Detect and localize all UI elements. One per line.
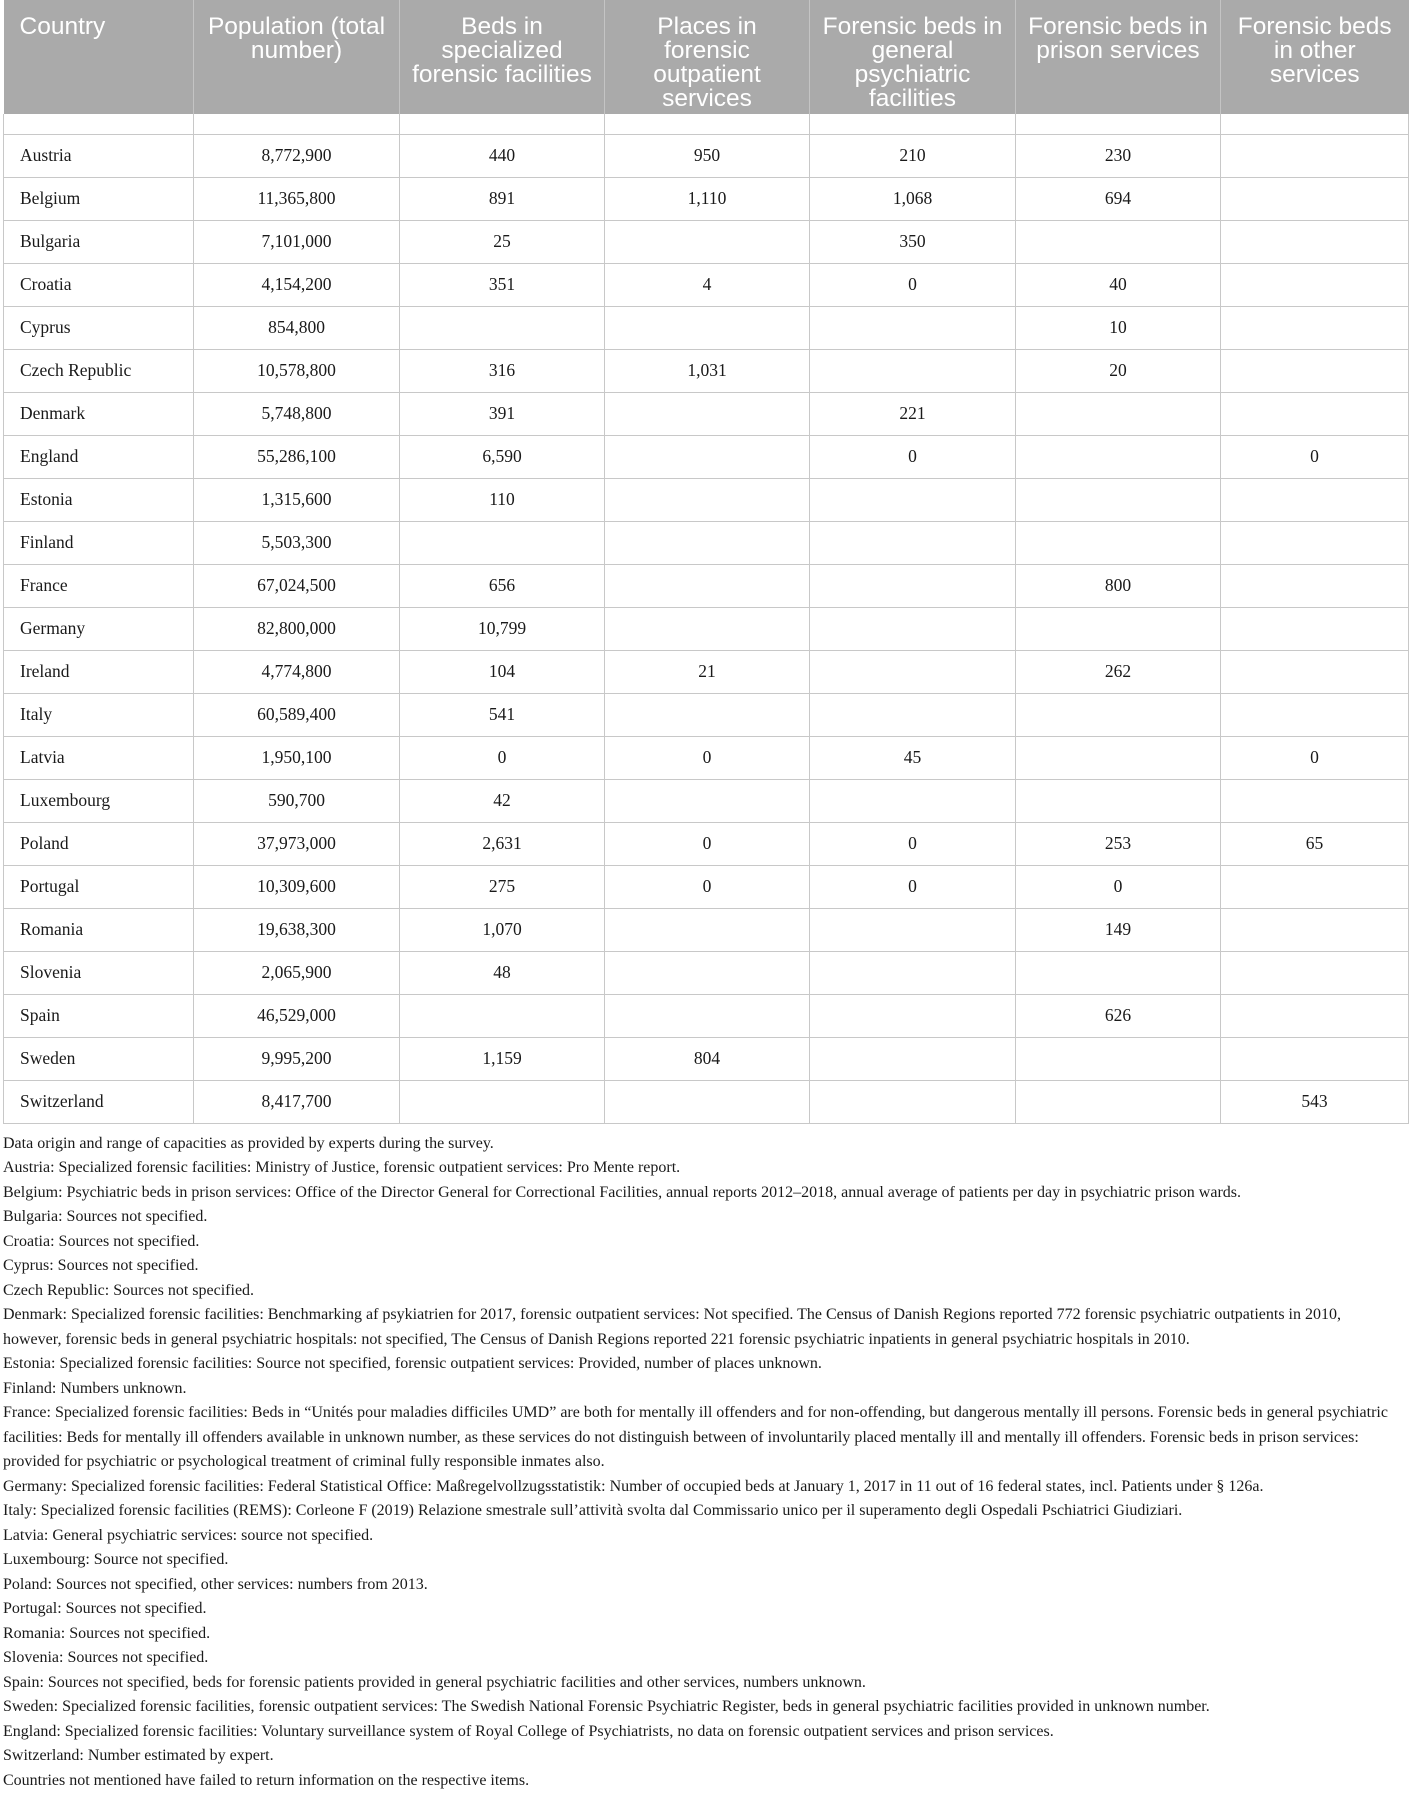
cell-general-psychiatric-beds: [810, 478, 1016, 521]
header-outpatient-places: Places in forensic outpatient services: [605, 0, 810, 114]
cell-population: 2,065,900: [194, 951, 400, 994]
cell-specialized-beds: 275: [400, 865, 605, 908]
cell-other-beds: [1221, 478, 1409, 521]
cell-general-psychiatric-beds: [810, 650, 1016, 693]
cell-other-beds: [1221, 865, 1409, 908]
cell-country: Croatia: [4, 263, 194, 306]
cell-outpatient-places: [605, 908, 810, 951]
cell-specialized-beds: 25: [400, 220, 605, 263]
footnote: Latvia: General psychiatric services: source not specified.: [3, 1524, 1402, 1549]
cell-general-psychiatric-beds: [810, 1080, 1016, 1123]
cell-outpatient-places: [605, 478, 810, 521]
footnote: Sweden: Specialized forensic facilities, forensic outpatient services: The Swedish National Forensic Psychiatric Register, beds in general psychiatric facilities provided in unknown number.: [3, 1695, 1402, 1720]
cell-other-beds: 65: [1221, 822, 1409, 865]
table-body: [4, 114, 1409, 1123]
cell-other-beds: [1221, 908, 1409, 951]
cell-population: 4,774,800: [194, 650, 400, 693]
header-prison-beds: Forensic beds in prison services: [1016, 0, 1221, 114]
cell-specialized-beds: 0: [400, 736, 605, 779]
header-general-psychiatric-beds: Forensic beds in general psychiatric facilities: [810, 0, 1016, 114]
cell-country: Romania: [4, 908, 194, 951]
footnote: Italy: Specialized forensic facilities (REMS): Corleone F (2019) Relazione smestrale sull’attività svolta dal Commissario unico per il superamento degli Ospedali Pschiatrici Giudiziari.: [3, 1499, 1402, 1524]
cell-country: Ireland: [4, 650, 194, 693]
cell-population: 8,772,900: [194, 134, 400, 177]
cell-other-beds: [1221, 220, 1409, 263]
cell-country: Bulgaria: [4, 220, 194, 263]
table-row: [4, 306, 1409, 349]
table-row: [4, 779, 1409, 822]
forensic-capacity-table: [3, 0, 1409, 1124]
cell-country: Czech Republic: [4, 349, 194, 392]
cell-general-psychiatric-beds: 210: [810, 134, 1016, 177]
cell-country: Spain: [4, 994, 194, 1037]
cell-other-beds: [1221, 306, 1409, 349]
cell-country: Austria: [4, 134, 194, 177]
cell-prison-beds: [1016, 478, 1221, 521]
table-footnotes: [3, 1132, 1408, 1793]
table-row: [4, 564, 1409, 607]
footnote: Luxembourg: Source not specified.: [3, 1548, 1402, 1573]
cell-prison-beds: [1016, 392, 1221, 435]
cell-country: Italy: [4, 693, 194, 736]
cell-country: Luxembourg: [4, 779, 194, 822]
cell-general-psychiatric-beds: [810, 306, 1016, 349]
cell-outpatient-places: [605, 564, 810, 607]
cell-general-psychiatric-beds: 221: [810, 392, 1016, 435]
cell-other-beds: [1221, 650, 1409, 693]
cell-population: 5,748,800: [194, 392, 400, 435]
cell-population: 8,417,700: [194, 1080, 400, 1123]
cell-specialized-beds: 1,159: [400, 1037, 605, 1080]
cell-specialized-beds: 10,799: [400, 607, 605, 650]
cell-specialized-beds: [400, 1080, 605, 1123]
cell-population: 10,578,800: [194, 349, 400, 392]
cell-prison-beds: 40: [1016, 263, 1221, 306]
cell-prison-beds: [1016, 435, 1221, 478]
cell-general-psychiatric-beds: 0: [810, 435, 1016, 478]
cell-other-beds: [1221, 349, 1409, 392]
cell-other-beds: [1221, 779, 1409, 822]
cell-specialized-beds: 656: [400, 564, 605, 607]
cell-prison-beds: [1016, 1080, 1221, 1123]
cell-country: England: [4, 435, 194, 478]
footnote: Bulgaria: Sources not specified.: [3, 1205, 1402, 1230]
cell-outpatient-places: [605, 521, 810, 564]
cell-specialized-beds: 48: [400, 951, 605, 994]
cell-outpatient-places: [605, 306, 810, 349]
cell-prison-beds: [1016, 607, 1221, 650]
cell-prison-beds: 0: [1016, 865, 1221, 908]
cell-general-psychiatric-beds: [810, 607, 1016, 650]
cell-specialized-beds: [400, 306, 605, 349]
cell-outpatient-places: [605, 693, 810, 736]
cell-general-psychiatric-beds: 0: [810, 865, 1016, 908]
cell-other-beds: [1221, 994, 1409, 1037]
cell-country: Portugal: [4, 865, 194, 908]
cell-other-beds: 0: [1221, 435, 1409, 478]
cell-other-beds: 543: [1221, 1080, 1409, 1123]
table-row: [4, 1080, 1409, 1123]
header-population: Population (total number): [194, 0, 400, 114]
cell-population: 7,101,000: [194, 220, 400, 263]
cell-population: 5,503,300: [194, 521, 400, 564]
cell-specialized-beds: 316: [400, 349, 605, 392]
footnote: Spain: Sources not specified, beds for forensic patients provided in general psychiatric facilities and other services, numbers unknown.: [3, 1671, 1402, 1696]
header-other-beds: Forensic beds in other services: [1221, 0, 1409, 114]
cell-outpatient-places: 950: [605, 134, 810, 177]
footnote: Denmark: Specialized forensic facilities: Benchmarking af psykiatrien for 2017, forensic outpatient services: Not specified. The Census of Danish Regions reported 772 forensic psychiatric outpatients in 2010, however, forensic beds in general psychiatric hospitals: not specified, The Census of Danish Regions reported 221 forensic psychiatric inpatients in general psychiatric hospitals in 2010.: [3, 1303, 1402, 1352]
table-row: [4, 951, 1409, 994]
table-row: [4, 693, 1409, 736]
cell-prison-beds: 253: [1016, 822, 1221, 865]
cell-population: 82,800,000: [194, 607, 400, 650]
footnote: Belgium: Psychiatric beds in prison services: Office of the Director General for Correctional Facilities, annual reports 2012–2018, annual average of patients per day in psychiatric prison wards.: [3, 1181, 1402, 1206]
table-row: [4, 908, 1409, 951]
cell-general-psychiatric-beds: [810, 994, 1016, 1037]
table-row: [4, 435, 1409, 478]
cell-specialized-beds: 440: [400, 134, 605, 177]
spacer-row: [4, 114, 1409, 134]
table-row: [4, 650, 1409, 693]
cell-prison-beds: 149: [1016, 908, 1221, 951]
footnote: Countries not mentioned have failed to return information on the respective items.: [3, 1769, 1402, 1793]
cell-other-beds: [1221, 1037, 1409, 1080]
cell-outpatient-places: [605, 779, 810, 822]
cell-country: Latvia: [4, 736, 194, 779]
cell-prison-beds: [1016, 1037, 1221, 1080]
cell-specialized-beds: 2,631: [400, 822, 605, 865]
cell-specialized-beds: [400, 521, 605, 564]
header-specialized-beds: Beds in specialized forensic facilities: [400, 0, 605, 114]
cell-population: 590,700: [194, 779, 400, 822]
cell-other-beds: 0: [1221, 736, 1409, 779]
footnote: Cyprus: Sources not specified.: [3, 1254, 1402, 1279]
cell-specialized-beds: 1,070: [400, 908, 605, 951]
cell-prison-beds: 694: [1016, 177, 1221, 220]
cell-general-psychiatric-beds: [810, 951, 1016, 994]
cell-general-psychiatric-beds: [810, 349, 1016, 392]
cell-population: 67,024,500: [194, 564, 400, 607]
table-row: [4, 521, 1409, 564]
cell-prison-beds: 800: [1016, 564, 1221, 607]
cell-prison-beds: 20: [1016, 349, 1221, 392]
cell-outpatient-places: 21: [605, 650, 810, 693]
cell-outpatient-places: 4: [605, 263, 810, 306]
cell-outpatient-places: [605, 607, 810, 650]
cell-outpatient-places: [605, 1080, 810, 1123]
cell-country: Denmark: [4, 392, 194, 435]
cell-specialized-beds: 891: [400, 177, 605, 220]
cell-outpatient-places: [605, 392, 810, 435]
cell-country: Germany: [4, 607, 194, 650]
cell-general-psychiatric-beds: [810, 1037, 1016, 1080]
cell-population: 9,995,200: [194, 1037, 400, 1080]
cell-other-beds: [1221, 693, 1409, 736]
cell-outpatient-places: 1,031: [605, 349, 810, 392]
cell-prison-beds: [1016, 736, 1221, 779]
table-row: [4, 177, 1409, 220]
header-country: Country: [4, 0, 194, 114]
cell-outpatient-places: 804: [605, 1037, 810, 1080]
cell-specialized-beds: [400, 994, 605, 1037]
cell-general-psychiatric-beds: 0: [810, 822, 1016, 865]
cell-prison-beds: [1016, 521, 1221, 564]
cell-population: 11,365,800: [194, 177, 400, 220]
cell-population: 10,309,600: [194, 865, 400, 908]
footnote: Czech Republic: Sources not specified.: [3, 1279, 1402, 1304]
cell-specialized-beds: 110: [400, 478, 605, 521]
footnote: Croatia: Sources not specified.: [3, 1230, 1402, 1255]
cell-general-psychiatric-beds: 0: [810, 263, 1016, 306]
cell-other-beds: [1221, 951, 1409, 994]
table-header: [4, 0, 1409, 114]
footnote: Portugal: Sources not specified.: [3, 1597, 1402, 1622]
table-row: [4, 865, 1409, 908]
table-row: [4, 1037, 1409, 1080]
cell-country: Slovenia: [4, 951, 194, 994]
cell-country: France: [4, 564, 194, 607]
footnote: Estonia: Specialized forensic facilities: Source not specified, forensic outpatient services: Provided, number of places unknown.: [3, 1352, 1402, 1377]
document-page: [3, 0, 1408, 1793]
table-row: [4, 994, 1409, 1037]
table-row: [4, 134, 1409, 177]
cell-outpatient-places: 0: [605, 736, 810, 779]
cell-population: 60,589,400: [194, 693, 400, 736]
cell-prison-beds: 10: [1016, 306, 1221, 349]
cell-population: 19,638,300: [194, 908, 400, 951]
cell-other-beds: [1221, 134, 1409, 177]
cell-outpatient-places: [605, 435, 810, 478]
cell-prison-beds: 262: [1016, 650, 1221, 693]
cell-general-psychiatric-beds: 350: [810, 220, 1016, 263]
cell-population: 55,286,100: [194, 435, 400, 478]
table-row: [4, 478, 1409, 521]
cell-other-beds: [1221, 607, 1409, 650]
table-row: [4, 263, 1409, 306]
cell-general-psychiatric-beds: [810, 521, 1016, 564]
table-row: [4, 736, 1409, 779]
table-row: [4, 607, 1409, 650]
cell-country: Switzerland: [4, 1080, 194, 1123]
cell-population: 854,800: [194, 306, 400, 349]
cell-country: Poland: [4, 822, 194, 865]
cell-other-beds: [1221, 263, 1409, 306]
cell-outpatient-places: [605, 220, 810, 263]
cell-specialized-beds: 6,590: [400, 435, 605, 478]
footnote: Switzerland: Number estimated by expert.: [3, 1744, 1402, 1769]
cell-country: Sweden: [4, 1037, 194, 1080]
cell-general-psychiatric-beds: [810, 693, 1016, 736]
table-row: [4, 392, 1409, 435]
footnote: Poland: Sources not specified, other services: numbers from 2013.: [3, 1573, 1402, 1598]
cell-general-psychiatric-beds: 45: [810, 736, 1016, 779]
header-row: [4, 0, 1409, 114]
cell-general-psychiatric-beds: [810, 908, 1016, 951]
cell-country: Cyprus: [4, 306, 194, 349]
cell-other-beds: [1221, 392, 1409, 435]
cell-outpatient-places: 0: [605, 865, 810, 908]
cell-specialized-beds: 541: [400, 693, 605, 736]
cell-general-psychiatric-beds: 1,068: [810, 177, 1016, 220]
cell-prison-beds: 230: [1016, 134, 1221, 177]
cell-other-beds: [1221, 521, 1409, 564]
cell-prison-beds: [1016, 220, 1221, 263]
footnote-intro: Data origin and range of capacities as provided by experts during the survey.: [3, 1132, 1402, 1157]
cell-specialized-beds: 42: [400, 779, 605, 822]
cell-other-beds: [1221, 564, 1409, 607]
cell-country: Estonia: [4, 478, 194, 521]
cell-prison-beds: [1016, 693, 1221, 736]
cell-country: Belgium: [4, 177, 194, 220]
footnote: England: Specialized forensic facilities: Voluntary surveillance system of Royal College of Psychiatrists, no data on forensic outpatient services and prison services.: [3, 1720, 1402, 1745]
cell-prison-beds: [1016, 779, 1221, 822]
footnote: Austria: Specialized forensic facilities: Ministry of Justice, forensic outpatient services: Pro Mente report.: [3, 1156, 1402, 1181]
cell-outpatient-places: 1,110: [605, 177, 810, 220]
cell-general-psychiatric-beds: [810, 564, 1016, 607]
footnote: Slovenia: Sources not specified.: [3, 1646, 1402, 1671]
cell-country: Finland: [4, 521, 194, 564]
cell-specialized-beds: 351: [400, 263, 605, 306]
cell-population: 37,973,000: [194, 822, 400, 865]
table-row: [4, 349, 1409, 392]
footnote: Finland: Numbers unknown.: [3, 1377, 1402, 1402]
cell-general-psychiatric-beds: [810, 779, 1016, 822]
cell-population: 46,529,000: [194, 994, 400, 1037]
cell-specialized-beds: 104: [400, 650, 605, 693]
cell-other-beds: [1221, 177, 1409, 220]
footnote: France: Specialized forensic facilities: Beds in “Unités pour maladies difficiles UMD” are both for mentally ill offenders and for non-offending, but dangerous mentally ill persons. Forensic beds in general psychiatric facilities: Beds for mentally ill offenders available in unknown number, as these services do not distinguish between of involuntarily placed mentally ill and mentally ill offenders. Forensic beds in prison services: provided for psychiatric or psychological treatment of criminal fully responsible inmates also.: [3, 1401, 1402, 1475]
table-row: [4, 822, 1409, 865]
cell-prison-beds: [1016, 951, 1221, 994]
table-row: [4, 220, 1409, 263]
cell-prison-beds: 626: [1016, 994, 1221, 1037]
cell-specialized-beds: 391: [400, 392, 605, 435]
cell-population: 1,950,100: [194, 736, 400, 779]
cell-outpatient-places: [605, 994, 810, 1037]
cell-outpatient-places: [605, 951, 810, 994]
footnote: Germany: Specialized forensic facilities: Federal Statistical Office: Maßregelvollzugsstatistik: Number of occupied beds at January 1, 2017 in 11 out of 16 federal states, incl. Patients under § 126a.: [3, 1475, 1402, 1500]
cell-population: 1,315,600: [194, 478, 400, 521]
cell-outpatient-places: 0: [605, 822, 810, 865]
cell-population: 4,154,200: [194, 263, 400, 306]
footnote: Romania: Sources not specified.: [3, 1622, 1402, 1647]
